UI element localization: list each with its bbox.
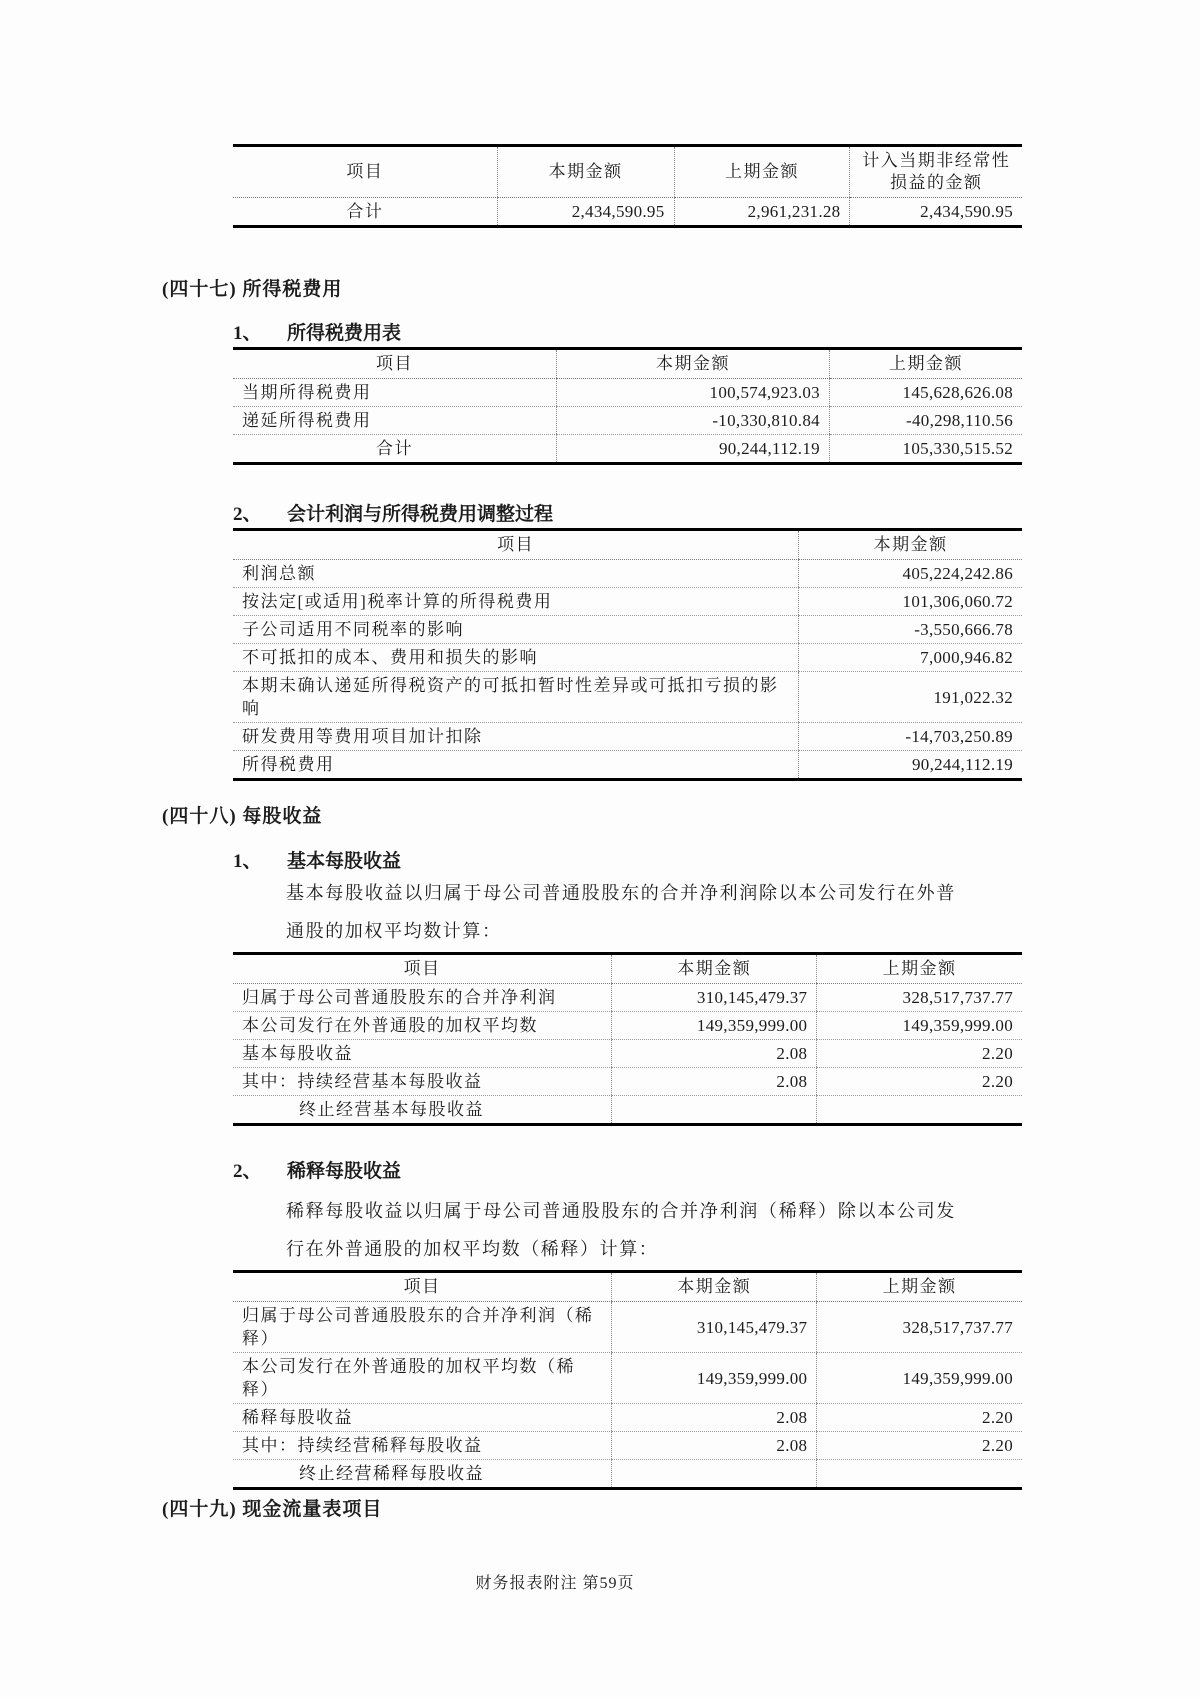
row-value: 328,517,737.77 xyxy=(817,984,1022,1012)
basic-eps-table xyxy=(233,952,1022,1126)
row-label: 合计 xyxy=(346,202,384,221)
row-value: 2,961,231.28 xyxy=(674,198,850,227)
row-label: 其中：持续经营稀释每股收益 xyxy=(233,1432,612,1460)
row-label: 本期未确认递延所得税资产的可抵扣暂时性差异或可抵扣亏损的影响 xyxy=(233,672,799,723)
table-header-row xyxy=(233,954,1022,984)
row-label: 本公司发行在外普通股的加权平均数（稀释） xyxy=(233,1353,612,1404)
table-row xyxy=(233,984,1022,1012)
row-label: 终止经营基本每股收益 xyxy=(299,1100,484,1119)
row-label: 基本每股收益 xyxy=(233,1040,612,1068)
section-47-2-number: 2、 xyxy=(233,504,262,525)
row-value xyxy=(612,1460,817,1489)
column-header: 本期金额 xyxy=(612,1272,817,1302)
row-value: 101,306,060.72 xyxy=(799,588,1022,616)
row-value xyxy=(817,1460,1022,1489)
row-label: 子公司适用不同税率的影响 xyxy=(233,616,799,644)
row-value: 149,359,999.00 xyxy=(612,1012,817,1040)
column-header: 计入当期非经常性损益的金额 xyxy=(850,146,1022,198)
table-row xyxy=(233,1068,1022,1096)
column-header: 项目 xyxy=(233,349,556,379)
row-value: 145,628,626.08 xyxy=(829,379,1022,407)
diluted-eps-paragraph: 稀释每股收益以归属于母公司普通股股东的合并净利润（稀释）除以本公司发行在外普通股的加权平均数（稀释）计算： xyxy=(286,1201,956,1259)
row-label: 利润总额 xyxy=(233,560,799,588)
row-value: -3,550,666.78 xyxy=(799,616,1022,644)
table-row xyxy=(233,588,1022,616)
row-value: 7,000,946.82 xyxy=(799,644,1022,672)
table-header-row xyxy=(233,1272,1022,1302)
table-row xyxy=(233,379,1022,407)
row-value: -14,703,250.89 xyxy=(799,723,1022,751)
row-label: 归属于母公司普通股股东的合并净利润（稀释） xyxy=(233,1302,612,1353)
row-label: 合计 xyxy=(375,439,413,458)
row-value: 405,224,242.86 xyxy=(799,560,1022,588)
row-label: 其中：持续经营基本每股收益 xyxy=(233,1068,612,1096)
table-row xyxy=(233,1353,1022,1404)
section-48-heading: (四十八) 每股收益 xyxy=(162,806,323,827)
section-47-1-heading xyxy=(233,318,401,345)
tax-reconciliation-table xyxy=(233,528,1022,781)
row-label: 研发费用等费用项目加计扣除 xyxy=(233,723,799,751)
table-row xyxy=(233,751,1022,780)
row-label: 所得税费用 xyxy=(242,755,335,774)
table-header-row xyxy=(233,530,1022,560)
row-value: 105,330,515.52 xyxy=(829,435,1022,464)
column-header: 项目 xyxy=(233,1272,612,1302)
row-value: 2.08 xyxy=(612,1404,817,1432)
row-label: 归属于母公司普通股股东的合并净利润 xyxy=(233,984,612,1012)
table-row xyxy=(233,198,1022,227)
table-row xyxy=(233,672,1022,723)
table-row xyxy=(233,435,1022,464)
section-47-1-number: 1、 xyxy=(233,323,262,344)
row-value: -40,298,110.56 xyxy=(829,407,1022,435)
table-row xyxy=(233,1404,1022,1432)
row-value: 2.20 xyxy=(817,1404,1022,1432)
row-value xyxy=(612,1096,817,1125)
row-label: 递延所得税费用 xyxy=(233,407,556,435)
row-label: 按法定[或适用]税率计算的所得税费用 xyxy=(233,588,799,616)
row-value: 149,359,999.00 xyxy=(612,1353,817,1404)
row-value: 2.08 xyxy=(612,1068,817,1096)
basic-eps-paragraph: 基本每股收益以归属于母公司普通股股东的合并净利润除以本公司发行在外普通股的加权平均数计算： xyxy=(286,883,956,941)
column-header: 项目 xyxy=(233,530,799,560)
row-value: 2.08 xyxy=(612,1040,817,1068)
column-header: 项目 xyxy=(233,954,612,984)
row-value: 149,359,999.00 xyxy=(817,1353,1022,1404)
column-header: 本期金额 xyxy=(497,146,674,198)
page-footer: 财务报表附注 第59页 xyxy=(475,1575,635,1592)
row-value: 2.20 xyxy=(817,1040,1022,1068)
table-header-row xyxy=(233,349,1022,379)
diluted-eps-table xyxy=(233,1270,1022,1490)
row-label: 终止经营稀释每股收益 xyxy=(299,1464,484,1483)
row-value: 2.08 xyxy=(612,1432,817,1460)
section-48-1-title: 基本每股收益 xyxy=(287,851,402,872)
row-value: 2.20 xyxy=(817,1432,1022,1460)
column-header: 本期金额 xyxy=(556,349,829,379)
table-row xyxy=(233,644,1022,672)
table-row xyxy=(233,723,1022,751)
section-47-heading: (四十七) 所得税费用 xyxy=(162,279,343,300)
table-row xyxy=(233,616,1022,644)
row-value: 310,145,479.37 xyxy=(612,1302,817,1353)
row-value: 310,145,479.37 xyxy=(612,984,817,1012)
row-value: 2,434,590.95 xyxy=(497,198,674,227)
row-value: 191,022.32 xyxy=(799,672,1022,723)
column-header: 上期金额 xyxy=(674,146,850,198)
row-value: 90,244,112.19 xyxy=(799,751,1022,780)
row-label: 本公司发行在外普通股的加权平均数 xyxy=(233,1012,612,1040)
table-row xyxy=(233,1012,1022,1040)
table-row xyxy=(233,1432,1022,1460)
column-header: 本期金额 xyxy=(612,954,817,984)
column-header: 本期金额 xyxy=(799,530,1022,560)
table-header-row xyxy=(233,146,1022,198)
row-value: 90,244,112.19 xyxy=(556,435,829,464)
row-label: 不可抵扣的成本、费用和损失的影响 xyxy=(233,644,799,672)
section-48-1-heading xyxy=(233,846,401,873)
row-value: 100,574,923.03 xyxy=(556,379,829,407)
section-47-1-title: 所得税费用表 xyxy=(287,323,402,344)
section-48-2-title: 稀释每股收益 xyxy=(287,1161,402,1182)
nonrecurring-gains-table xyxy=(233,144,1022,228)
row-value: 2.20 xyxy=(817,1068,1022,1096)
row-value xyxy=(817,1096,1022,1125)
row-label: 稀释每股收益 xyxy=(233,1404,612,1432)
section-48-1-number: 1、 xyxy=(233,851,262,872)
row-value: -10,330,810.84 xyxy=(556,407,829,435)
income-tax-expense-table xyxy=(233,347,1022,465)
section-49-heading: (四十九) 现金流量表项目 xyxy=(162,1499,383,1520)
column-header: 上期金额 xyxy=(829,349,1022,379)
table-row xyxy=(233,1096,1022,1125)
row-value: 2,434,590.95 xyxy=(850,198,1022,227)
row-value: 149,359,999.00 xyxy=(817,1012,1022,1040)
row-value: 328,517,737.77 xyxy=(817,1302,1022,1353)
table-row xyxy=(233,1040,1022,1068)
column-header: 项目 xyxy=(233,146,497,198)
section-47-2-title: 会计利润与所得税费用调整过程 xyxy=(287,504,554,525)
section-47-2-heading xyxy=(233,499,553,526)
section-48-2-number: 2、 xyxy=(233,1161,262,1182)
table-row xyxy=(233,1302,1022,1353)
table-row xyxy=(233,1460,1022,1489)
table-row xyxy=(233,560,1022,588)
column-header: 上期金额 xyxy=(817,1272,1022,1302)
section-48-2-heading xyxy=(233,1156,401,1183)
row-label: 当期所得税费用 xyxy=(233,379,556,407)
table-row xyxy=(233,407,1022,435)
column-header: 上期金额 xyxy=(817,954,1022,984)
